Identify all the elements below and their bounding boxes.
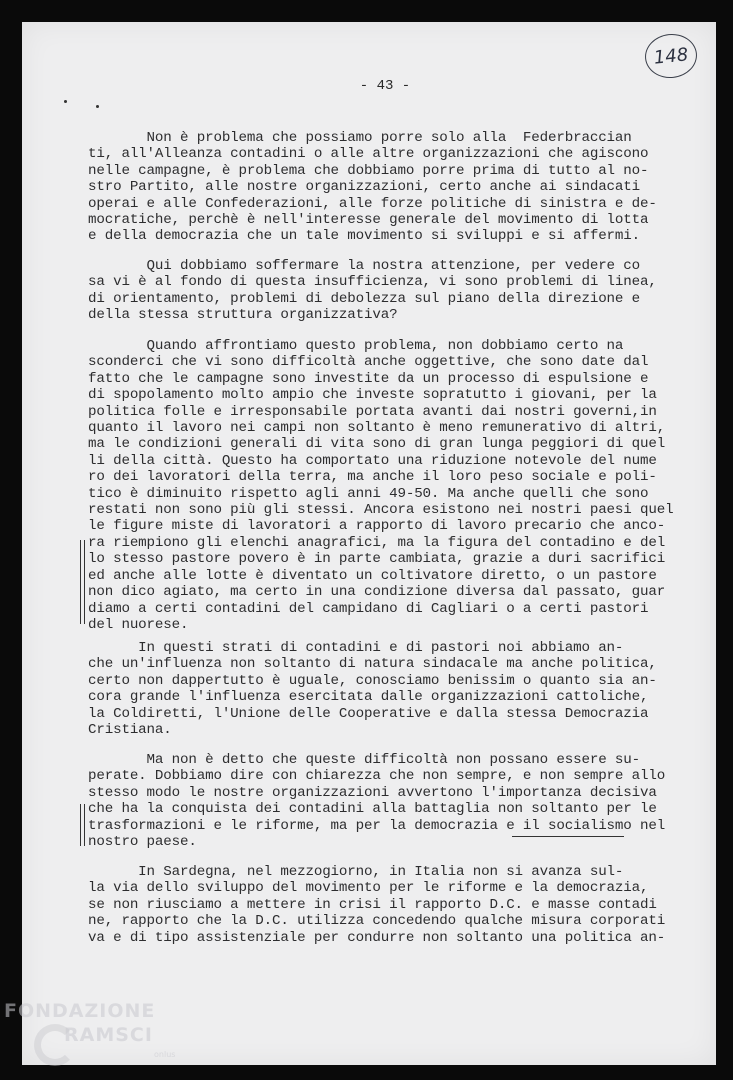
text-line: non dico agiato, ma certo in una condizione diversa dal passato, guar [88,584,666,601]
text-line: lo stesso pastore povero è in parte cambiata, grazie a duri sacrifici [88,551,666,568]
text-line: Ma non è detto che queste difficoltà non possano essere su- [88,752,641,768]
paragraph-2 [88,258,668,324]
text-line: ma le condizioni generali di vita sono di gran lunga peggiori di quel [88,436,666,453]
text-line: se non riusciamo a mettere in crisi il rapporto D.C. e masse contadi [88,896,657,913]
text-line: di spopolamento molto ampio che investe sopratutto i giovani, per la [88,387,657,404]
text-line: e della democrazia che un tale movimento si sviluppi e si affermi. [88,228,641,245]
text-line: diamo a certi contadini del campidano di Cagliari o a certi pastori [88,600,649,617]
text-line: Non è problema che possiamo porre solo alla Federbraccian [88,130,632,146]
text-line: li della città. Questo ha comportato una riduzione notevole del nume [88,452,657,469]
text-line: mocratiche, perchè è nell'interesse generale del movimento di lotta [88,212,649,229]
text-line: perate. Dobbiamo dire con chiarezza che non sempre, e non sempre allo [88,768,666,785]
text-line: stro Partito, alle nostre organizzazioni, certo anche ai sindacati [88,179,641,196]
text-line: Qui dobbiamo soffermare la nostra attenzione, per vedere co [88,258,641,274]
text-line: nelle campagne, è problema che dobbiamo porre prima di tutto al no- [88,162,649,179]
paragraph-4 [88,640,668,738]
text-line: In questi strati di contadini e di pastori noi abbiamo an- [88,640,624,656]
text-line: la via dello sviluppo del movimento per le riforme e la democrazia, [88,880,649,897]
text-line: va e di tipo assistenziale per condurre non soltanto una politica an- [88,929,666,946]
text-line: operai e alle Confederazioni, alle forze politiche di sinistra e de- [88,195,657,212]
text-line: stesso modo le nostre organizzazioni avvertono l'importanza decisiva [88,784,657,801]
text-line: sa vi è al fondo di questa insufficienza, vi sono problemi di linea, [88,274,657,291]
text-line: che un'influenza non soltanto di natura sindacale ma anche politica, [88,656,657,673]
text-line: cora grande l'influenza esercitata dalle organizzazioni cattoliche, [88,689,649,706]
text-line: le figure miste di lavoratori a rapporto di lavoro precario che anco- [88,518,666,535]
fondazione-gramsci-watermark [4,1000,194,1080]
text-line: nostro paese. [88,834,197,851]
handwritten-underline [512,836,624,837]
archive-folio-stamp: 148 [643,31,699,80]
text-line: sconderci che vi sono difficoltà anche oggettive, che sono date dal [88,354,649,371]
text-line: che ha la conquista dei contadini alla battaglia non soltanto per le [88,801,657,818]
watermark-line-1: FONDAZIONE [4,1000,156,1022]
paragraph-6 [88,864,668,946]
text-line: di orientamento, problemi di debolezza sul piano della direzione e [88,290,641,307]
text-line: Quando affrontiamo questo problema, non dobbiamo certo na [88,338,624,354]
text-line: In Sardegna, nel mezzogiorno, in Italia non si avanza sul- [88,864,624,880]
paragraph-1 [88,130,668,245]
text-line: ne, rapporto che la D.C. utilizza concedendo qualche misura corporati [88,913,666,930]
margin-bracket-mark [80,540,85,624]
text-line: del nuorese. [88,616,189,633]
text-line: la Coldiretti, l'Unione delle Cooperative e dalla stessa Democrazia [88,705,649,722]
text-line: trasformazioni e le riforme, ma per la democrazia e il socialismo nel [88,817,666,834]
text-line: ed anche alle lotte è diventato un coltivatore diretto, o un pastore [88,567,657,584]
text-line: fatto che le campagne sono investite da un processo di espulsione e [88,370,649,387]
text-line: tico è diminuito rispetto agli anni 49-50. Ma anche quelli che sono [88,485,649,502]
text-line: ra riempiono gli elenchi anagrafici, ma la figura del contadino e del [88,534,666,551]
text-line: Cristiana. [88,722,172,739]
text-line: della stessa struttura organizzativa? [88,307,398,324]
watermark-suffix: onlus [154,1050,176,1059]
text-line: certo non dappertutto è uguale, conosciamo benissim o quanto sia an- [88,672,657,689]
text-line: ti, all'Alleanza contadini o alle altre organizzazioni che agiscono [88,146,649,163]
ink-speck [96,105,99,108]
watermark-line-2: RAMSCI [64,1024,153,1046]
text-line: ro dei lavoratori della terra, ma anche il loro peso sociale e poli- [88,469,657,486]
margin-bracket-mark [80,804,85,846]
ink-speck [64,100,67,103]
page-number: - 43 - [359,78,411,94]
text-line: restati non sono più gli stessi. Ancora esistono nei nostri paesi quel [88,502,674,519]
text-line: quanto il lavoro nei campi non soltanto è meno remunerativo di altri, [88,420,666,437]
text-line: politica folle e irresponsabile portata avanti dai nostri governi,in [88,403,657,420]
paragraph-3 [88,338,674,633]
